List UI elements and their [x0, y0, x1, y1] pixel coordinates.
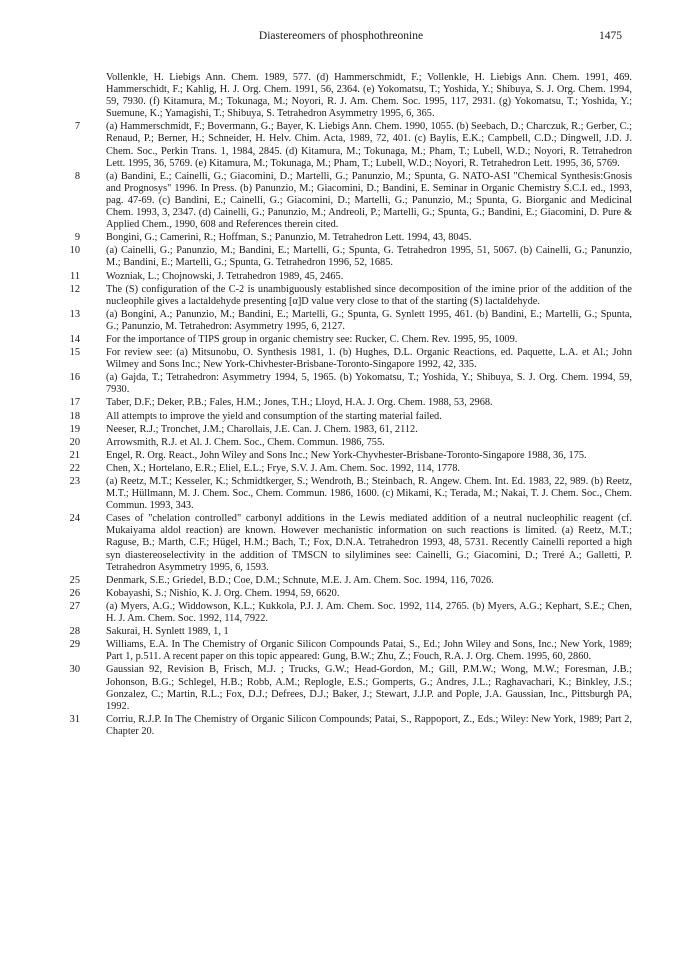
reference-item	[60, 397, 632, 409]
reference-item	[60, 232, 632, 244]
reference-text: Vollenkle, H. Liebigs Ann. Chem. 1989, 577. (d) Hammerschmidt, F.; Vollenkle, H. Liebigs Ann. Chem. 1991, 469. Hammerschidt, F.; Kahlig, H. J. Org. Chem. 1991, 56, 2364. (e) Yokomatsu, T.; Yoshida, Y.; Shibuya, S. J. Org. Chem. 1994, 59, 7930. (f) Kitamura, M.; Tokunaga, M.; Noyori, R. J. Am. Chem. Soc. 1995, 117, 2931. (g) Yokomatsu, T.; Yoshida, Y.; Suemune, K.; Yamagishi, T.; Shibuya, S. Tetrahedron Asymmetry 1995, 6, 365.	[106, 72, 632, 120]
reference-number: 10	[69, 245, 80, 257]
reference-number: 17	[69, 397, 80, 409]
reference-text: Sakurai, H. Synlett 1989, 1, 1	[106, 626, 229, 638]
reference-number: 29	[69, 639, 80, 651]
reference-item	[60, 575, 632, 587]
reference-item	[60, 347, 632, 371]
reference-number: 23	[69, 476, 80, 487]
reference-number: 22	[69, 462, 80, 474]
reference-number: 26	[69, 587, 80, 599]
reference-text: Kobayashi, S.; Nishio, K. J. Org. Chem. 1994, 59, 6620.	[106, 587, 340, 599]
reference-text: (a) Hammerschmidt, F.; Bovermann, G.; Bayer, K. Liebigs Ann. Chem. 1990, 1055. (b) Seebach, D.; Charczuk, R.; Gerber, C.; Renaud, P.; Berner, H.; Schneider, H. Helv. Chim. Acta, 1989, 72, 401. (c) Baylis, E.K.; Campbell, C.D.; Dingwell, J.D. J. Chem. Soc., Perkin Trans. 1, 1984, 2845. (d) Kitamura, M.; Tokunaga, M.; Pham, T.; Lubell, W.D.; Noyori, R. Tetrahedron Lett. 1995, 36, 5769. (e) Kitamura, M.; Tokunaga, M.; Pham, T.; Lubell, W.D.; Noyori, R. Tetrahedron Lett. 1995, 36, 5769.	[106, 121, 632, 169]
reference-text: Wozniak, L.; Chojnowski, J. Tetrahedron 1989, 45, 2465.	[106, 270, 344, 282]
reference-number: 16	[69, 372, 80, 384]
reference-number: 15	[69, 347, 80, 359]
reference-item	[60, 463, 632, 475]
reference-item	[60, 284, 632, 308]
reference-number: 30	[69, 664, 80, 676]
reference-text: (a) Reetz, M.T.; Kesseler, K.; Schmidtkerger, S.; Wendroth, B.; Steinbach, R. Angew. Chem. Int. Ed. 1983, 22, 989. (b) Reetz, M.T.; Hüllmann, M. J. Chem. Soc., Chem. Commun. 1986, 1600. (c) Mikami, K.; Terada, M.; Nakai, T. J. Chem. Soc., Chem. Commun. 1993, 343.	[106, 476, 632, 512]
reference-item	[60, 626, 632, 638]
reference-text: (a) Bandini, E.; Cainelli, G.; Giacomini, D.; Martelli, G.; Panunzio, M.; Spunta, G. NATO-ASI "Chemical Synthesis:Gnosis and Prognosys" 1996. In Press. (b) Panunzio, M.; Giacomini, D.; Bandini, E. Seminar in Organic Chemistry S.C.I. ed., 1993, pag. 47-69. (c) Bandini, E.; Cainelli, G.; Giacomini, D.; Martelli, G.; Panunzio, M.; Spunta, G. Biorganic and Medicinal Chem. 1993, 3, 2347. (d) Cainelli, G.; Panunzio, M.; Andreoli, P.; Martelli, G.; Spunta, G.; Bandini, E.; Giacomini, D. Pure & Applied Chem., 1990, 608 and References therein cited.	[106, 170, 632, 231]
reference-text: All attempts to improve the yield and consumption of the starting material failed.	[106, 410, 442, 422]
reference-item	[60, 588, 632, 600]
reference-number: 19	[69, 423, 80, 435]
reference-text: (a) Cainelli, G.; Panunzio, M.; Bandini, E.; Martelli, G.; Spunta, G. Tetrahedron 1995, 51, 5067. (b) Cainelli, G.; Panunzio, M.; Bandini, E.; Martelli, G.; Spunta, G. Tetrahedron 1996, 52, 1685.	[106, 245, 632, 269]
reference-item	[60, 601, 632, 625]
reference-number: 18	[69, 410, 80, 422]
reference-text: Chen, X.; Hortelano, E.R.; Eliel, E.L.; Frye, S.V. J. Am. Chem. Soc. 1992, 114, 1778.	[106, 462, 460, 474]
reference-item	[60, 334, 632, 346]
reference-text: Gaussian 92, Revision B, Frisch, M.J. ; Trucks, G.W.; Head-Gordon, M.; Gill, P.M.W.; Wong, M.W.; Foresman, J.B.; Johonson, B.G.; Schlegel, H.B.; Robb, A.M.; Replogle, E.S.; Gomperts, G.; Andres, J.L.; Raghavachari, K.; Binkley, J.S.; Gonzalez, C.; Martin, R.L.; Fox, D.J.; Defrees, D.J.; Baker, J.; Stewart, J.J.P. and Pople, J.A. Gaussian, Inc., Pittsburgh PA, 1992.	[106, 664, 632, 712]
reference-item	[60, 121, 632, 169]
reference-text: (a) Myers, A.G.; Widdowson, K.L.; Kukkola, P.J. J. Am. Chem. Soc. 1992, 114, 2765. (b) Myers, A.G.; Kephart, S.E.; Chen, H. J. Am. Chem. Soc. 1992, 114, 7922.	[106, 600, 632, 625]
running-head-title: Diastereomers of phosphothreonine	[258, 30, 424, 42]
reference-text: For review see: (a) Mitsunobu, O. Synthesis 1981, 1. (b) Hughes, D.L. Organic Reactions, ed. Paquette, L.A. et Al.; John Wilmey and Sons Inc.; New York-Chivhester-Brisbane-Toronto-Singapore 1992, 42, 335.	[106, 347, 632, 371]
reference-item	[60, 72, 632, 120]
reference-item	[60, 639, 632, 663]
reference-item	[60, 476, 632, 512]
reference-number: 27	[69, 600, 80, 612]
reference-number: 31	[69, 713, 80, 725]
reference-number: 28	[69, 626, 80, 638]
reference-item	[60, 424, 632, 436]
reference-item	[60, 245, 632, 269]
reference-text: Williams, E.A. In The Chemistry of Organic Silicon Compounds Patai, S., Ed.; John Wiley and Sons, Inc.; New York, 1989; Part 1, p.511. A recent paper on this topic appeared: Gung, B.W.; Zhu, Z.; Fouch, R.A. J. Org. Chem. 1995, 60, 2860.	[106, 639, 632, 663]
reference-item	[60, 411, 632, 423]
reference-number: 9	[74, 232, 80, 244]
reference-text: (a) Bongini, A.; Panunzio, M.; Bandini, E.; Martelli, G.; Spunta, G. Synlett 1995, 461. (b) Bandini, E.; Martelli, G.; Spunta, G.; Panunzio, M. Tetrahedron: Asymmetry 1995, 6, 2127.	[106, 308, 632, 332]
reference-number: 14	[69, 333, 80, 345]
reference-text: For the importance of TIPS group in organic chemistry see: Rucker, C. Chem. Rev. 1995, 95, 1009.	[106, 333, 518, 345]
reference-item	[60, 513, 632, 573]
reference-number: 21	[69, 449, 80, 461]
reference-text: Taber, D.F.; Deker, P.B.; Fales, H.M.; Jones, T.H.; Lloyd, H.A. J. Org. Chem. 1988, 53, 2968.	[106, 397, 493, 409]
reference-number: 7	[74, 121, 80, 133]
reference-number: 11	[70, 270, 80, 282]
reference-text: Arrowsmith, R.J. et Al. J. Chem. Soc., Chem. Commun. 1986, 755.	[106, 436, 385, 448]
reference-number: 8	[74, 170, 80, 182]
running-head	[60, 30, 622, 46]
reference-item	[60, 664, 632, 712]
reference-text: Cases of "chelation controlled" carbonyl additions in the Lewis mediated addition of a neutral nucleophilic reagent (cf. Mukaiyama aldol reaction) are known. However mechanistic information on such reactions is limited. (a) Reetz, M.T.; Raguse, B.; Marth, C.F.; Hügel, H.M.; Bach, T.; Fox, D.N.A. Tetrahedron 1993, 48, 5731. Recently Cainelli reported a high syn diastereoselectivity in the addition of TMSCN to silylimines see: Cainelli, G.; Giacomini, D.; Treré A.; Galletti, P. Tetrahedron Asymmetry 1995, 6, 1593.	[106, 513, 632, 573]
reference-item	[60, 271, 632, 283]
reference-text: Engel, R. Org. React., John Wiley and Sons Inc.; New York-Chyvhester-Brisbane-Toronto-Singapore 1988, 36, 175.	[106, 449, 587, 461]
reference-number: 25	[69, 574, 80, 586]
reference-item	[60, 372, 632, 396]
reference-text: Bongini, G.; Camerini, R.; Hoffman, S.; Panunzio, M. Tetrahedron Lett. 1994, 43, 8045.	[106, 232, 472, 244]
reference-number: 12	[69, 283, 80, 295]
reference-text: The (S) configuration of the C-2 is unambiguously established since decomposition of the imine prior of the addition of the nucleophile gives a lactaldehyde presenting [α]D value very close to that of the starting (S) lactaldehyde.	[106, 283, 632, 307]
reference-text: Neeser, R.J.; Tronchet, J.M.; Charollais, J.E. Can. J. Chem. 1983, 61, 2112.	[106, 423, 418, 435]
reference-item	[60, 437, 632, 449]
reference-text: Corriu, R.J.P. In The Chemistry of Organic Silicon Compounds; Patai, S., Rappoport, Z., Eds.; Wiley: New York, 1989; Part 2, Chapter 20.	[106, 713, 632, 737]
reference-item	[60, 171, 632, 231]
reference-number: 24	[69, 513, 80, 525]
reference-item	[60, 714, 632, 738]
reference-text: (a) Gajda, T.; Tetrahedron: Asymmetry 1994, 5, 1965. (b) Yokomatsu, T.; Yoshida, Y.; Shibuya, S. J. Org. Chem. 1994, 59, 7930.	[106, 372, 632, 396]
reference-number: 20	[69, 436, 80, 448]
reference-item	[60, 450, 632, 462]
reference-item	[60, 309, 632, 333]
reference-text: Denmark, S.E.; Griedel, B.D.; Coe, D.M.; Schnute, M.E. J. Am. Chem. Soc. 1994, 116, 7026.	[106, 574, 494, 586]
page-number: 1475	[599, 30, 622, 42]
reference-list	[60, 72, 632, 739]
reference-number: 13	[69, 308, 80, 320]
